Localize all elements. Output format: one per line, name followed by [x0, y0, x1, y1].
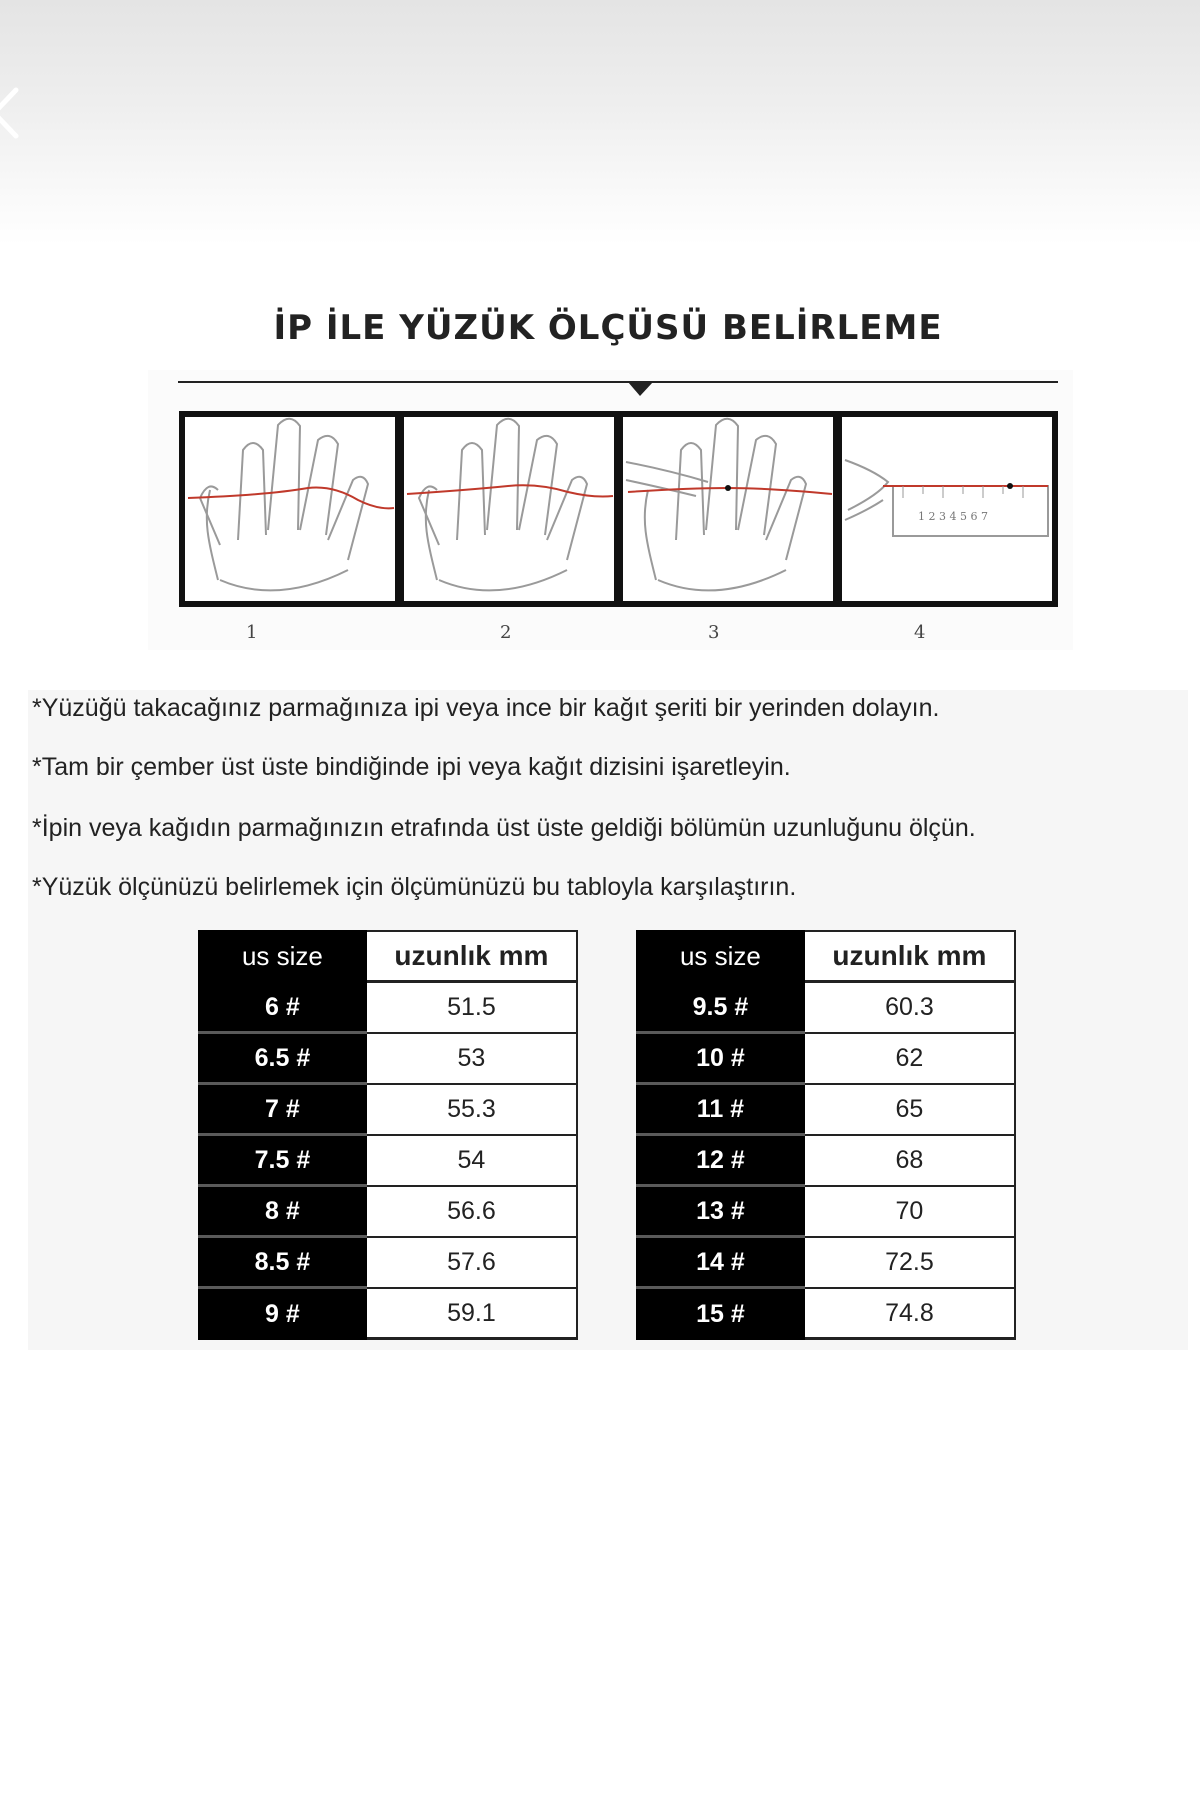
table-row: [636, 983, 1016, 1034]
table-row: [636, 1085, 1016, 1136]
chevron-left-icon: [0, 78, 40, 148]
step-number-1: 1: [246, 622, 258, 643]
table-row: [636, 1289, 1016, 1340]
length-cell: 53: [367, 1034, 578, 1085]
column-header-length: uzunlık mm: [367, 930, 578, 983]
length-cell: 60.3: [805, 983, 1016, 1034]
size-cell: 8.5 #: [198, 1238, 367, 1289]
steps-illustration: [148, 370, 1073, 650]
length-cell: 59.1: [367, 1289, 578, 1340]
instruction-line: *Tam bir çember üst üste bindiğinde ipi veya kağıt dizisini işaretleyin.: [32, 753, 791, 781]
length-cell: 68: [805, 1136, 1016, 1187]
size-cell: 6.5 #: [198, 1034, 367, 1085]
step-number-4: 4: [914, 622, 926, 643]
length-cell: 70: [805, 1187, 1016, 1238]
back-button[interactable]: [0, 78, 40, 148]
size-cell: 6 #: [198, 983, 367, 1034]
length-cell: 62: [805, 1034, 1016, 1085]
table-header-row: [198, 930, 578, 983]
length-cell: 57.6: [367, 1238, 578, 1289]
size-table-right: [636, 930, 1016, 1340]
column-header-us-size: us size: [198, 930, 367, 983]
step-panel-1: [182, 414, 398, 604]
size-cell: 8 #: [198, 1187, 367, 1238]
table-row: [198, 1085, 578, 1136]
top-bar: [0, 0, 1200, 245]
length-cell: 65: [805, 1085, 1016, 1136]
length-cell: 56.6: [367, 1187, 578, 1238]
instruction-line: *Yüzüğü takacağınız parmağınıza ipi veya ince bir kağıt şeriti bir yerinden dolayın.: [32, 694, 940, 722]
guide-title: İP İLE YÜZÜK ÖLÇÜSÜ BELİRLEME: [273, 308, 943, 348]
ruler-marks: 1 2 3 4 5 6 7: [918, 510, 988, 523]
size-cell: 9 #: [198, 1289, 367, 1340]
column-header-us-size: us size: [636, 930, 805, 983]
step-panel-3: [620, 414, 836, 604]
table-row: [198, 1034, 578, 1085]
step-panel-4: [839, 414, 1055, 604]
table-row: [198, 1187, 578, 1238]
size-table-left: [198, 930, 578, 1340]
table-row: [636, 1187, 1016, 1238]
table-row: [198, 1136, 578, 1187]
step-number-2: 2: [500, 622, 512, 643]
size-cell: 7.5 #: [198, 1136, 367, 1187]
step-panel-2: [401, 414, 617, 604]
table-row: [198, 1289, 578, 1340]
length-cell: 54: [367, 1136, 578, 1187]
size-cell: 14 #: [636, 1238, 805, 1289]
table-header-row: [636, 930, 1016, 983]
instructions-section: [28, 690, 1188, 1350]
table-row: [636, 1034, 1016, 1085]
length-cell: 55.3: [367, 1085, 578, 1136]
column-header-length: uzunlık mm: [805, 930, 1016, 983]
instruction-line: *Yüzük ölçünüzü belirlemek için ölçümünüzü bu tabloyla karşılaştırın.: [32, 873, 797, 901]
table-row: [636, 1238, 1016, 1289]
step-number-3: 3: [708, 622, 720, 643]
table-row: [198, 983, 578, 1034]
size-cell: 7 #: [198, 1085, 367, 1136]
size-cell: 13 #: [636, 1187, 805, 1238]
length-cell: 72.5: [805, 1238, 1016, 1289]
size-cell: 11 #: [636, 1085, 805, 1136]
table-row: [198, 1238, 578, 1289]
size-cell: 15 #: [636, 1289, 805, 1340]
length-cell: 74.8: [805, 1289, 1016, 1340]
size-cell: 10 #: [636, 1034, 805, 1085]
ring-size-guide: [28, 260, 1188, 1360]
instruction-line: *İpin veya kağıdın parmağınızın etrafında üst üste geldiği bölümün uzunluğunu ölçün.: [32, 814, 976, 842]
size-cell: 12 #: [636, 1136, 805, 1187]
size-cell: 9.5 #: [636, 983, 805, 1034]
length-cell: 51.5: [367, 983, 578, 1034]
table-row: [636, 1136, 1016, 1187]
